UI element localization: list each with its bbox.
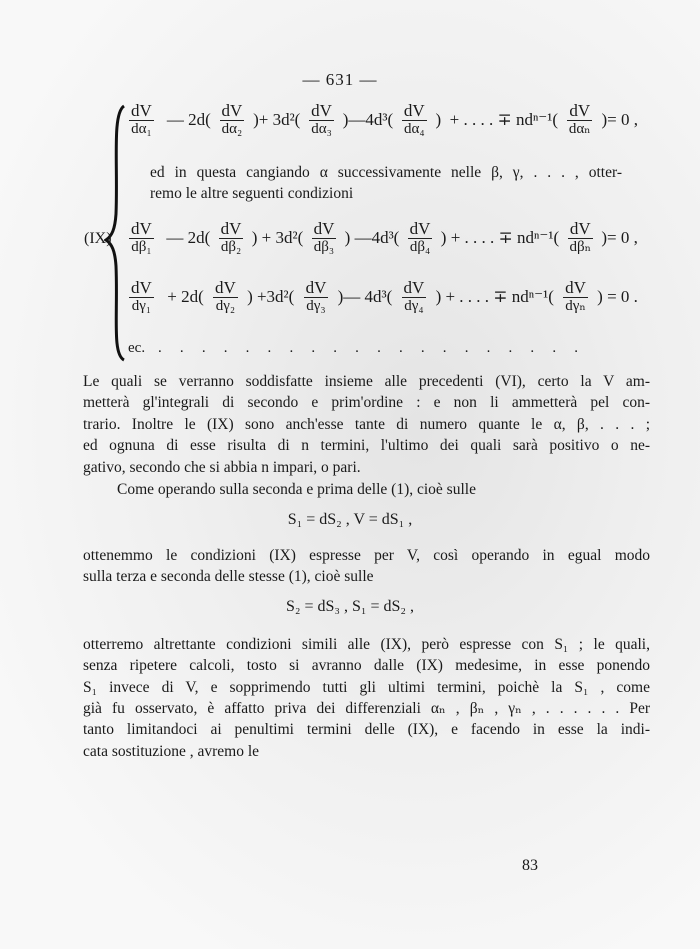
para4-line: cata sostituzione , avremo le — [83, 743, 260, 760]
equation-operator: + 2d( — [163, 286, 204, 306]
denominator: dγ₂ — [215, 297, 236, 314]
inner-text-line-1: ed in questa cangiando α successivamente nelle β, γ, . . . , otter- — [150, 164, 622, 181]
system-label: (IX) — [84, 230, 112, 247]
denominator: dβₙ — [569, 238, 592, 255]
formula-2: S₂ = dS₃ , S₁ = dS₂ , — [286, 598, 414, 615]
equation-operator: )—4d³( — [342, 109, 394, 129]
numerator: dV — [569, 219, 591, 238]
equation-row-1 — [128, 102, 638, 138]
equation-operator: — 2d( — [162, 109, 211, 129]
fraction — [219, 220, 244, 256]
fraction — [129, 102, 154, 138]
fraction — [408, 220, 433, 256]
leader-dot: . — [179, 340, 184, 356]
para1-line: metterà gl'integrali di secondo e prim'ordine : e non li ammetterà pel con- — [83, 394, 650, 411]
fraction — [220, 102, 245, 138]
equation-operator: ) —4d³( — [344, 227, 400, 247]
equation-operator: )= 0 , — [601, 227, 638, 247]
leader-dot: . — [289, 340, 294, 356]
para2-line: Come operando sulla seconda e prima delle (1), cioè sulle — [117, 481, 476, 498]
para1-line: Le quali se verranno soddisfatte insieme alle precedenti (VI), certo la V am- — [83, 373, 650, 390]
denominator: dβ₂ — [220, 238, 242, 255]
equation-row-2 — [128, 220, 638, 256]
denominator: dβ₁ — [131, 238, 152, 255]
denominator: dγ₁ — [131, 297, 152, 314]
numerator: dV — [311, 101, 332, 120]
leader-dot: . — [442, 340, 447, 356]
leader-dot: . — [508, 340, 513, 356]
para4-line: S₁ invece di V, e sopprimendo tutti gli ultimi termini, poichè la S₁ , come — [83, 679, 650, 696]
equation-operator: ) = 0 . — [597, 286, 638, 306]
numerator: dV — [131, 101, 152, 120]
page-header: — 631 — — [302, 70, 378, 89]
leader-dot: . — [223, 340, 228, 356]
numerator: dV — [221, 101, 243, 120]
denominator: dα₁ — [131, 120, 152, 137]
numerator: dV — [220, 219, 242, 238]
fraction — [129, 220, 154, 256]
leader-dot: . — [530, 340, 535, 356]
denominator: dβ₄ — [409, 238, 431, 255]
fraction — [304, 279, 329, 315]
denominator: dα₃ — [311, 120, 332, 137]
para3-line: sulla terza e seconda delle stesse (1), cioè sulle — [83, 568, 374, 585]
formula-1: S₁ = dS₂ , V = dS₁ , — [287, 511, 413, 528]
ec-label: ec. — [128, 340, 146, 356]
leader-dot: . — [245, 340, 250, 356]
numerator: dV — [569, 101, 591, 120]
leader-dot: . — [486, 340, 491, 356]
denominator: dαₙ — [568, 120, 591, 137]
para1-line: gativo, secondo che si abbia n impari, o pari. — [83, 459, 361, 476]
fraction — [402, 279, 427, 315]
numerator: dV — [403, 101, 425, 120]
equation-operator: )+ 3d²( — [253, 109, 301, 129]
fraction — [309, 102, 334, 138]
leader-dot: . — [398, 340, 403, 356]
para4-line: senza ripetere calcoli, tosto si avranno dalle (IX) medesime, in esse ponendo — [83, 657, 650, 674]
signature-number: 83 — [522, 857, 538, 874]
equation-operator: ) +3d²( — [247, 286, 295, 306]
fraction — [213, 279, 238, 315]
equation-operator: ) + 3d²( — [251, 227, 304, 247]
leader-dot: . — [420, 340, 425, 356]
inner-text-line-2: remo le altre seguenti condizioni — [150, 185, 354, 202]
para3-line: ottenemmo le condizioni (IX) espresse per V, così operando in egual modo — [83, 547, 650, 564]
equation-operator: — 2d( — [162, 227, 211, 247]
denominator: dα₄ — [403, 120, 425, 137]
numerator: dV — [131, 219, 152, 238]
numerator: dV — [409, 219, 431, 238]
denominator: dγ₄ — [404, 297, 424, 314]
equation-operator: ) + . . . . ∓ ndⁿ⁻¹( — [435, 286, 554, 306]
para1-line: ed ognuna di esse risulta di n termini, l'ultimo dei quali sarà positivo o ne- — [83, 437, 650, 454]
fraction — [567, 102, 593, 138]
para4-line: già fu osservato, è affatto priva dei differenziali αₙ , βₙ , γₙ , . . . . . . Per — [83, 700, 650, 717]
leader-dot: . — [464, 340, 469, 356]
denominator: dγₙ — [565, 297, 586, 314]
para4-line: tanto limitandoci ai penultimi termini delle (IX), e facendo in esse la indi- — [83, 721, 650, 738]
numerator: dV — [565, 278, 586, 297]
numerator: dV — [131, 278, 152, 297]
para4-line: otterremo altrettante condizioni simili alle (IX), però espresse con S₁ ; le quali, — [83, 636, 650, 653]
leader-dot: . — [158, 340, 162, 356]
equation-operator: ) + . . . . ∓ ndⁿ⁻¹( — [435, 109, 559, 129]
equation-operator: )= 0 , — [601, 109, 638, 129]
fraction — [563, 279, 588, 315]
equation-operator: )— 4d³( — [337, 286, 393, 306]
leader-dot: . — [377, 340, 381, 356]
numerator: dV — [403, 278, 425, 297]
numerator: dV — [313, 219, 335, 238]
leader-dot: . — [552, 340, 557, 356]
leader-dot: . — [333, 340, 337, 356]
leader-dot: . — [574, 340, 578, 356]
equation-operator: ) + . . . . ∓ ndⁿ⁻¹( — [440, 227, 560, 247]
equation-row-3 — [128, 279, 638, 315]
ellipsis-row — [128, 340, 578, 357]
leader-dot: . — [201, 340, 206, 356]
numerator: dV — [305, 278, 327, 297]
denominator: dγ₃ — [306, 297, 326, 314]
numerator: dV — [215, 278, 236, 297]
denominator: dα₂ — [221, 120, 243, 137]
fraction — [129, 279, 154, 315]
leader-dot: . — [355, 340, 359, 356]
denominator: dβ₃ — [313, 238, 335, 255]
para1-line: trario. Inoltre le (IX) sono anch'esse tante di numero quante le α, β, . . . ; — [83, 416, 650, 433]
fraction — [402, 102, 427, 138]
fraction — [312, 220, 337, 256]
fraction — [567, 220, 593, 256]
leader-dot: . — [311, 340, 316, 356]
leader-dot: . — [267, 340, 272, 356]
